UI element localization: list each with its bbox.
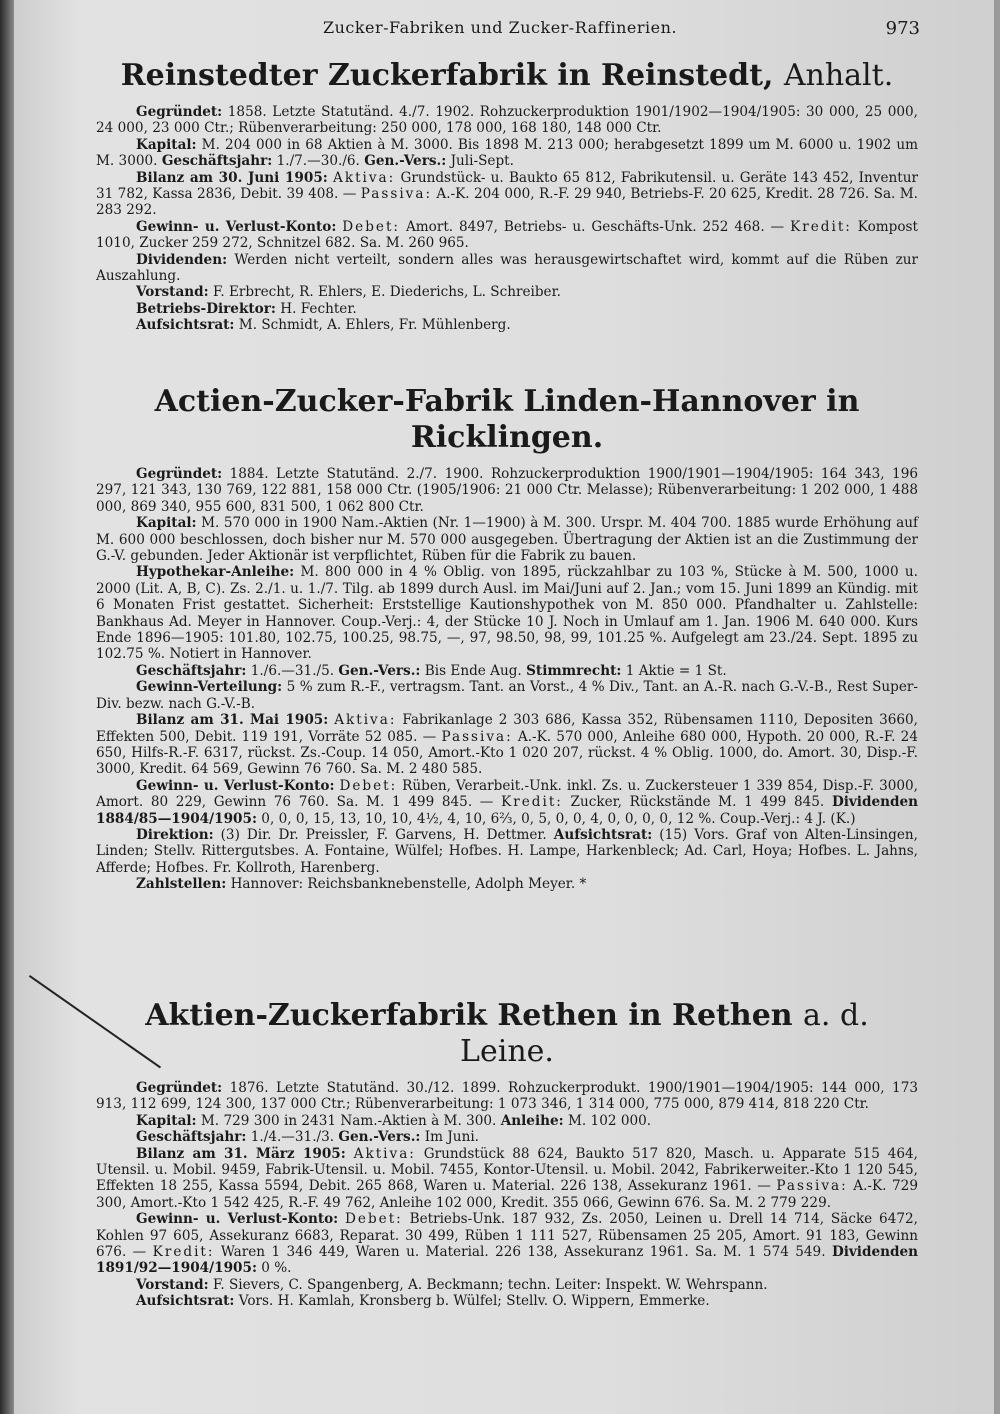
paragraph-profit-loss: Gewinn- u. Verlust-Konto: Debet: Amort. 8497, Betriebs- u. Geschäfts-Unk. 252 468. — Kredit: Kompost 1010, Zucker 259 272, Schnitzel 682. Sa. M. 260 965. [96, 218, 918, 252]
company-entry-linden [96, 384, 918, 893]
paragraph-supervisory: Aufsichtsrat: M. Schmidt, A. Ehlers, Fr. Mühlenberg. [136, 317, 511, 334]
company-heading [96, 384, 918, 456]
paragraph-capital: Kapital: M. 570 000 in 1900 Nam.-Aktien (Nr. 1—1900) à M. 300. Urspr. M. 404 700. 1885 wurde Erhöhung auf M. 600 000 beschlossen, doch bisher nur M. 570 000 ausgegeben. Übertragung der Aktien ist an die Zustimmung der G.-V. gebunden. Jeder Aktionär ist verpflichtet, Rüben für die Fabrik zu bauen. [96, 515, 918, 565]
paragraph-business-year: Geschäftsjahr: 1./6.—31./5. Gen.-Vers.: Bis Ende Aug. Stimmrecht: 1 Aktie = 1 St. [136, 662, 727, 679]
paragraph-director: Betriebs-Direktor: H. Fechter. [136, 300, 357, 317]
running-title: Zucker-Fabriken und Zucker-Raffinerien. [322, 18, 678, 37]
running-head [0, 18, 1000, 42]
paragraph-supervisory: Aufsichtsrat: Vors. H. Kamlah, Kronsberg b. Wülfel; Stellv. O. Wippern, Emmerke. [136, 1293, 710, 1310]
paragraph-profit-loss: Gewinn- u. Verlust-Konto: Debet: Betriebs-Unk. 187 932, Zs. 2050, Leinen u. Drell 14 714, Säcke 6472, Kohlen 97 605, Assekuranz 6683, Reparat. 30 499, Rüben 1 111 527, Rübensamen 25 205, Amort. 91 183, Gewinn 676. — Kredit: Waren 1 346 449, Waren u. Material. 226 138, Assekuranz 1961. Sa. M. 1 574 549. Dividenden 1891/92—1904/1905: 0 %. [96, 1211, 919, 1277]
paragraph-board: Vorstand: F. Erbrecht, R. Ehlers, E. Diederichs, L. Schreiber. [136, 284, 561, 301]
paragraph-profit-loss: Gewinn- u. Verlust-Konto: Debet: Rüben, Verarbeit.-Unk. inkl. Zs. u. Zuckersteuer 1 339 854, Disp.-F. 3000, Amort. 80 229, Gewinn 76 760. Sa. M. 1 499 845. — Kredit: Zucker, Rückstände M. 1 499 845. Dividenden 1884/85—1904/1905: 0, 0, 0, 15, 13, 10, 10, 4½, 4, 10, 6⅔, 0, 5, 0, 0, 4, 0, 0, 0, 0, 12 %. Coup.-Verj.: 4 J. (K.) [96, 777, 919, 827]
company-title-suffix: Anhalt. [783, 58, 894, 93]
company-entry-rethen [96, 998, 918, 1310]
paragraph-business-year: Geschäftsjahr: 1./4.—31./3. Gen.-Vers.: Im Juni. [136, 1129, 479, 1146]
paragraph-balance: Bilanz am 31. März 1905: Aktiva: Grundstück 88 624, Baukto 517 820, Masch. u. Apparate 515 464, Utensil. u. Mobil. 9459, Fabrik-Utensil. u. Mobil. 7455, Kontor-Utensil. u. Mobil. 2042, Fabrikerweiter.-Kto 1 120 545, Effekten 18 255, Kassa 5594, Debit. 265 868, Waren u. Material. 226 138, Assekuranz 1961. — Passiva: A.-K. 729 300, Amort.-Kto 1 542 425, R.-F. 49 762, Anleihe 102 000, Kredit. 355 066, Gewinn 676. Sa. M. 2 779 229. [96, 1145, 918, 1211]
company-title-suffix: a. d. Leine. [460, 998, 869, 1069]
paragraph-dividends: Dividenden: Werden nicht verteilt, sondern alles was herausgewirtschaftet wird, kommt auf die Rüben zur Auszahlung. [96, 251, 918, 285]
paragraph-direction: Direktion: (3) Dir. Dr. Preissler, F. Garvens, H. Dettmer. Aufsichtsrat: (15) Vors. Graf von Alten-Linsingen, Linden; Stellv. Rittergutsbes. A. Fontaine, Wülfel; Hofbes. H. Lampe, Harkenbleck; Ad. Carl, Hoya; Hofbes. L. Jahns, Afferde; Hofbes. Fr. Kollroth, Harenberg. [96, 826, 918, 876]
paragraph-profit-distribution: Gewinn-Verteilung: 5 % zum R.-F., vertragsm. Tant. an Vorst., 4 % Div., Tant. an A.-R. nach G.-V.-B., Rest Super-Div. bezw. nach G.-V.-B. [96, 679, 918, 712]
paragraph-founded: Gegründet: 1858. Letzte Statutänd. 4./7. 1902. Rohzuckerproduktion 1901/1902—1904/1905: 30 000, 25 000, 24 000, 23 000 Ctr.; Rübenverarbeitung: 250 000, 178 000, 168 180, 148 000 Ctr. [96, 104, 918, 137]
paragraph-balance: Bilanz am 30. Juni 1905: Aktiva: Grundstück- u. Baukto 65 812, Fabrikutensil. u. Geräte 143 452, Inventur 31 782, Kassa 2836, Debit. 39 408. — Passiva: A.-K. 204 000, R.-F. 29 940, Betriebs-F. 20 625, Kredit. 28 726. Sa. M. 283 292. [96, 169, 918, 219]
paragraph-founded: Gegründet: 1884. Letzte Statutänd. 2./7. 1900. Rohzuckerproduktion 1900/1901—1904/1905: 164 343, 196 297, 121 343, 130 769, 122 881, 158 000 Ctr. (1905/1906: 21 000 Ctr. Melasse); Rübenverarbeitung: 1 202 000, 1 488 000, 869 340, 955 600, 831 500, 1 062 800 Ctr. [96, 466, 918, 515]
company-title: Reinstedter Zuckerfabrik in Reinstedt, [120, 58, 774, 93]
paragraph-balance: Bilanz am 31. Mai 1905: Aktiva: Fabrikanlage 2 303 686, Kassa 352, Rübensamen 1110, Depositen 3660, Effekten 500, Debit. 119 191, Vorräte 52 085. — Passiva: A.-K. 570 000, Anleihe 680 000, Hypoth. 20 000, R.-F. 24 650, Hilfs-R.-F. 6317, rückst. Zs.-Coup. 14 050, Amort.-Kto 1 020 207, rückst. 4 % Oblig. 1000, do. Amort. 30, Disp.-F. 3000, Kredit. 64 569, Gewinn 76 760. Sa. M. 2 480 585. [96, 712, 918, 778]
company-title: Aktien-Zuckerfabrik Rethen in Rethen [145, 998, 793, 1033]
paragraph-founded: Gegründet: 1876. Letzte Statutänd. 30./12. 1899. Rohzuckerprodukt. 1900/1901—1904/1905: 144 000, 173 913, 112 699, 124 300, 137 000 Ctr.; Rübenverarbeitung: 1 073 346, 1 314 000, 775 000, 879 414, 818 220 Ctr. [96, 1080, 918, 1113]
company-title: Actien-Zucker-Fabrik Linden-Hannover in Ricklingen. [154, 384, 860, 455]
paragraph-mortgage-loan: Hypothekar-Anleihe: M. 800 000 in 4 % Oblig. von 1895, rückzahlbar zu 103 %, Stücke à M. 500, 1000 u. 2000 (Lit. A, B, C). Zs. 2./1. u. 1./7. Tilg. ab 1899 durch Ausl. im Mai/Juni auf 2. Jan.; vom 15. Juni 1899 an Kündig. mit 6 Monaten Frist gestattet. Sicherheit: Erststellige Kautionshypothek von M. 850 000. Pfandhalter u. Zahlstelle: Bankhaus Ad. Meyer in Hannover. Coup.-Verj.: 4, der Stücke 10 J. Noch in Umlauf am 1. Jan. 1906 M. 640 000. Kurs Ende 1896—1905: 101.80, 102.75, 100.25, 98.75, —, 97, 98.50, 98, 99, 101.25 %. Aufgelegt am 23./24. Sept. 1895 zu 102.75 %. Notiert in Hannover. [96, 564, 919, 663]
paragraph-paying-agents: Zahlstellen: Hannover: Reichsbanknebenstelle, Adolph Meyer. * [136, 876, 587, 893]
binding-gutter [0, 0, 14, 1414]
paragraph-board: Vorstand: F. Sievers, C. Spangenberg, A. Beckmann; techn. Leiter: Inspekt. W. Wehrspann. [136, 1276, 768, 1293]
paragraph-capital: Kapital: M. 729 300 in 2431 Nam.-Aktien à M. 300. Anleihe: M. 102 000. [136, 1112, 652, 1129]
paragraph-capital: Kapital: M. 204 000 in 68 Aktien à M. 3000. Bis 1898 M. 213 000; herabgesetzt 1899 um M. 6000 u. 1902 um M. 3000. Geschäftsjahr: 1./7.—30./6. Gen.-Vers.: Juli-Sept. [96, 136, 918, 170]
company-heading [96, 998, 918, 1070]
company-heading [96, 58, 918, 94]
page-number: 973 [885, 18, 920, 39]
page-edge [994, 0, 1000, 1414]
company-entry-reinstedt [96, 58, 918, 334]
